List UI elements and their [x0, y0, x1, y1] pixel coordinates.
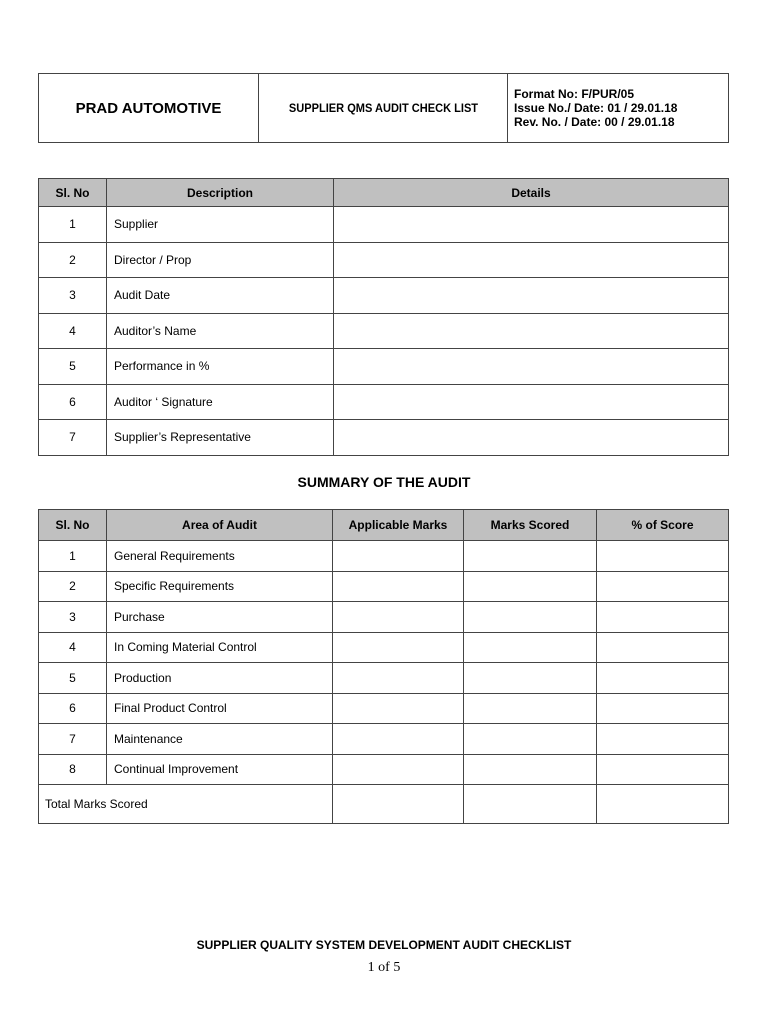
applicable-marks-field[interactable]: [333, 541, 464, 572]
percent-score-field[interactable]: [597, 571, 729, 602]
area-cell: Specific Requirements: [107, 571, 333, 602]
percent-score-field[interactable]: [597, 541, 729, 572]
table-row: [39, 420, 729, 456]
percent-score-field[interactable]: [597, 602, 729, 633]
revision-number: Rev. No. / Date: 00 / 29.01.18: [514, 115, 675, 129]
marks-scored-field[interactable]: [464, 693, 597, 724]
table-row: [39, 313, 729, 349]
column-header-details: Details: [334, 179, 729, 207]
sl-no-cell: 4: [39, 313, 107, 349]
column-header-percent-score: % of Score: [597, 510, 729, 541]
applicable-marks-field[interactable]: [333, 693, 464, 724]
sl-no-cell: 7: [39, 420, 107, 456]
column-header-sl-no: Sl. No: [39, 179, 107, 207]
marks-scored-field[interactable]: [464, 663, 597, 694]
sl-no-cell: 4: [39, 632, 107, 663]
column-header-description: Description: [107, 179, 334, 207]
summary-header-row: [39, 510, 729, 541]
sl-no-cell: 8: [39, 754, 107, 785]
description-cell: Auditor ‘ Signature: [107, 384, 334, 420]
sl-no-cell: 2: [39, 571, 107, 602]
details-field[interactable]: [334, 384, 729, 420]
summary-heading: SUMMARY OF THE AUDIT: [297, 474, 471, 490]
footer-title: SUPPLIER QUALITY SYSTEM DEVELOPMENT AUDIT CHECKLIST: [196, 938, 572, 952]
area-cell: In Coming Material Control: [107, 632, 333, 663]
page-number: 1 of 5: [367, 960, 401, 975]
details-table: [38, 178, 729, 456]
description-cell: Audit Date: [107, 278, 334, 314]
document-control-info: [508, 74, 729, 143]
marks-scored-field[interactable]: [464, 602, 597, 633]
total-marks-label: Total Marks Scored: [39, 785, 333, 824]
description-cell: Auditor’s Name: [107, 313, 334, 349]
table-row: [39, 278, 729, 314]
applicable-marks-field[interactable]: [333, 602, 464, 633]
table-row: [39, 724, 729, 755]
applicable-marks-field[interactable]: [333, 663, 464, 694]
table-row: [39, 632, 729, 663]
marks-scored-field[interactable]: [464, 571, 597, 602]
description-cell: Supplier’s Representative: [107, 420, 334, 456]
sl-no-cell: 5: [39, 663, 107, 694]
sl-no-cell: 3: [39, 278, 107, 314]
table-row: [39, 541, 729, 572]
document-header: [38, 73, 729, 143]
company-name: PRAD AUTOMOTIVE: [39, 74, 259, 143]
area-cell: Purchase: [107, 602, 333, 633]
details-header-row: [39, 179, 729, 207]
area-cell: Continual Improvement: [107, 754, 333, 785]
column-header-sl-no: Sl. No: [39, 510, 107, 541]
total-row: [39, 785, 729, 824]
marks-scored-field[interactable]: [464, 724, 597, 755]
applicable-marks-field[interactable]: [333, 754, 464, 785]
percent-score-field[interactable]: [597, 632, 729, 663]
details-field[interactable]: [334, 278, 729, 314]
area-cell: Final Product Control: [107, 693, 333, 724]
sl-no-cell: 1: [39, 207, 107, 243]
sl-no-cell: 7: [39, 724, 107, 755]
format-number: Format No: F/PUR/05: [514, 87, 635, 101]
table-row: [39, 663, 729, 694]
table-row: [39, 349, 729, 385]
audit-summary-table: [38, 509, 729, 824]
total-percent-field[interactable]: [597, 785, 729, 824]
percent-score-field[interactable]: [597, 693, 729, 724]
sl-no-cell: 1: [39, 541, 107, 572]
details-field[interactable]: [334, 242, 729, 278]
percent-score-field[interactable]: [597, 724, 729, 755]
sl-no-cell: 6: [39, 693, 107, 724]
issue-number: Issue No./ Date: 01 / 29.01.18: [514, 101, 678, 115]
description-cell: Director / Prop: [107, 242, 334, 278]
table-row: [39, 754, 729, 785]
column-header-applicable-marks: Applicable Marks: [333, 510, 464, 541]
applicable-marks-field[interactable]: [333, 724, 464, 755]
description-cell: Supplier: [107, 207, 334, 243]
marks-scored-field[interactable]: [464, 632, 597, 663]
sl-no-cell: 2: [39, 242, 107, 278]
area-cell: General Requirements: [107, 541, 333, 572]
sl-no-cell: 5: [39, 349, 107, 385]
total-applicable-field[interactable]: [333, 785, 464, 824]
table-row: [39, 571, 729, 602]
sl-no-cell: 3: [39, 602, 107, 633]
sl-no-cell: 6: [39, 384, 107, 420]
details-field[interactable]: [334, 349, 729, 385]
column-header-marks-scored: Marks Scored: [464, 510, 597, 541]
applicable-marks-field[interactable]: [333, 571, 464, 602]
total-scored-field[interactable]: [464, 785, 597, 824]
table-row: [39, 693, 729, 724]
marks-scored-field[interactable]: [464, 541, 597, 572]
description-cell: Performance in %: [107, 349, 334, 385]
document-title: SUPPLIER QMS AUDIT CHECK LIST: [268, 74, 497, 143]
details-field[interactable]: [334, 313, 729, 349]
area-cell: Production: [107, 663, 333, 694]
marks-scored-field[interactable]: [464, 754, 597, 785]
table-row: [39, 207, 729, 243]
applicable-marks-field[interactable]: [333, 632, 464, 663]
table-row: [39, 384, 729, 420]
area-cell: Maintenance: [107, 724, 333, 755]
table-row: [39, 242, 729, 278]
percent-score-field[interactable]: [597, 754, 729, 785]
column-header-area-of-audit: Area of Audit: [107, 510, 333, 541]
table-row: [39, 602, 729, 633]
percent-score-field[interactable]: [597, 663, 729, 694]
details-field[interactable]: [334, 420, 729, 456]
details-field[interactable]: [334, 207, 729, 243]
